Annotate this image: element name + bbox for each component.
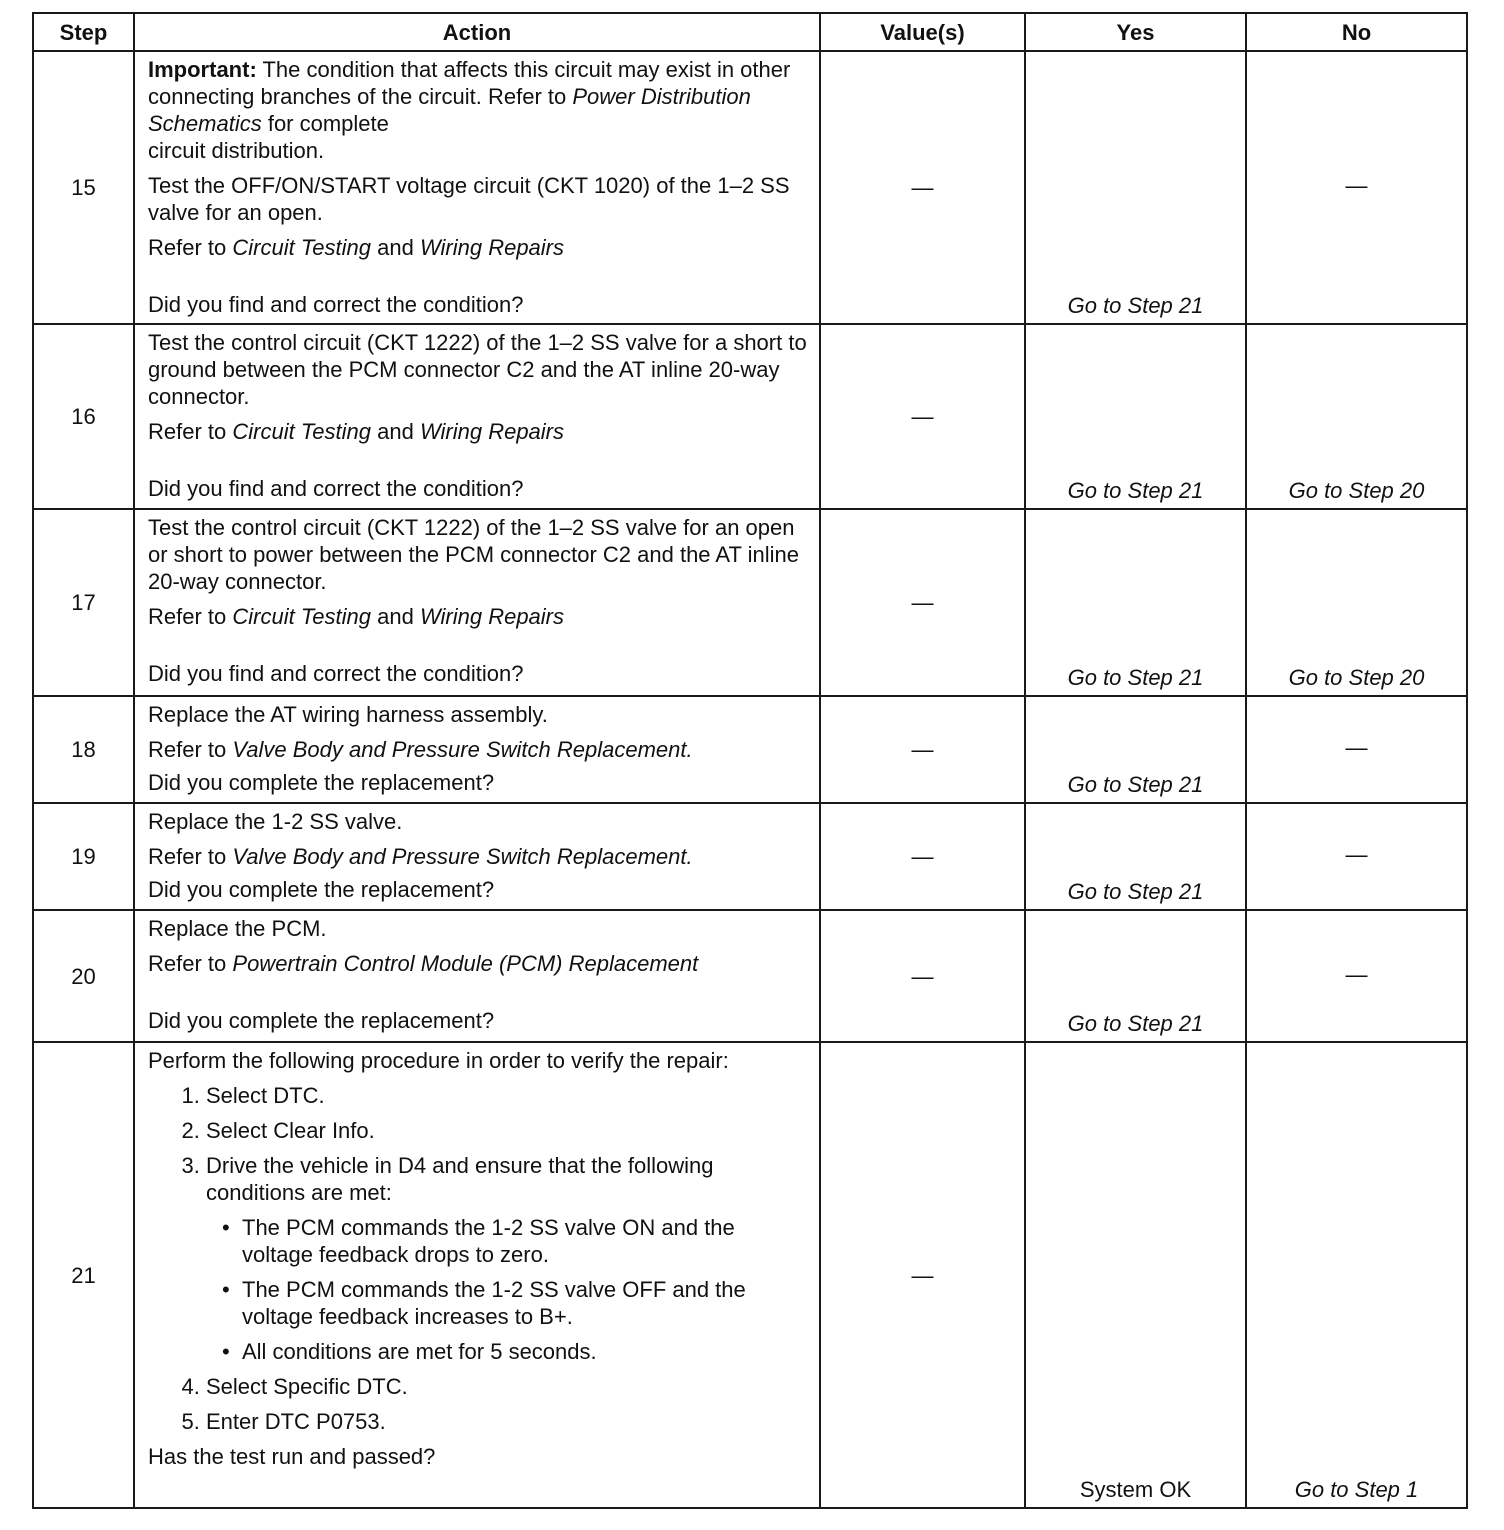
no-cell: Go to Step 1	[1246, 1042, 1467, 1508]
header-values: Value(s)	[820, 13, 1025, 51]
step-number: 20	[33, 910, 134, 1042]
yes-cell: Go to Step 21	[1025, 803, 1246, 910]
action-cell	[134, 51, 820, 324]
list-item: 5. Enter DTC P0753.	[206, 1408, 811, 1435]
question-text: Did you find and correct the condition?	[148, 292, 524, 317]
step-number: 21	[33, 1042, 134, 1508]
reference-line: Refer to Valve Body and Pressure Switch Replacement.	[148, 737, 693, 762]
question-text: Did you complete the replacement?	[148, 770, 495, 795]
question-text: Did you find and correct the condition?	[148, 661, 524, 686]
conditions-list	[206, 1214, 811, 1365]
value-cell: —	[820, 51, 1025, 324]
reference-line: Refer to Circuit Testing and Wiring Repairs	[148, 419, 565, 444]
action-text: Replace the PCM.	[148, 916, 327, 941]
diagnostic-table	[32, 12, 1468, 1509]
important-tail: for complete	[261, 111, 389, 136]
action-cell	[134, 910, 820, 1042]
reference-line: Refer to Valve Body and Pressure Switch Replacement.	[148, 844, 693, 869]
table-row-step-16	[33, 324, 1467, 509]
step-number: 19	[33, 803, 134, 910]
yes-cell: Go to Step 21	[1025, 696, 1246, 803]
table-row-step-19	[33, 803, 1467, 910]
question-text: Did you complete the replacement?	[148, 877, 495, 902]
reference-line: Refer to Powertrain Control Module (PCM) Replacement	[148, 951, 699, 976]
no-cell: —	[1246, 51, 1467, 324]
action-text: Test the control circuit (CKT 1222) of the 1–2 SS valve for an open or short to power between the PCM connector C2 and the AT inline 20-way connector.	[148, 515, 799, 594]
value-cell: —	[820, 910, 1025, 1042]
question-text: Did you complete the replacement?	[148, 1008, 495, 1033]
important-reference: Power Distribution Schematics	[148, 84, 751, 136]
important-note	[148, 56, 811, 164]
reference-line: Refer to Circuit Testing and Wiring Repairs	[148, 604, 565, 629]
step-number: 17	[33, 509, 134, 696]
reference-line: Refer to Circuit Testing and Wiring Repairs	[148, 235, 565, 260]
list-item: • The PCM commands the 1-2 SS valve OFF and the voltage feedback increases to B+.	[242, 1276, 811, 1330]
table-row-step-15	[33, 51, 1467, 324]
no-cell: —	[1246, 696, 1467, 803]
no-cell: Go to Step 20	[1246, 509, 1467, 696]
header-step: Step	[33, 13, 134, 51]
question-text: Has the test run and passed?	[148, 1444, 436, 1469]
action-text: Replace the AT wiring harness assembly.	[148, 702, 548, 727]
list-item: 2. Select Clear Info.	[206, 1117, 811, 1144]
action-text: Test the OFF/ON/START voltage circuit (CKT 1020) of the 1–2 SS valve for an open.	[148, 173, 790, 225]
list-item: 1. Select DTC.	[206, 1082, 811, 1109]
step-number: 15	[33, 51, 134, 324]
action-cell	[134, 696, 820, 803]
no-cell: —	[1246, 803, 1467, 910]
yes-cell: Go to Step 21	[1025, 51, 1246, 324]
yes-cell: Go to Step 21	[1025, 324, 1246, 509]
header-no: No	[1246, 13, 1467, 51]
step-number: 18	[33, 696, 134, 803]
value-cell: —	[820, 324, 1025, 509]
value-cell: —	[820, 509, 1025, 696]
yes-cell: Go to Step 21	[1025, 509, 1246, 696]
table-row-step-20	[33, 910, 1467, 1042]
action-cell	[134, 1042, 820, 1508]
header-row	[33, 13, 1467, 51]
list-item: • All conditions are met for 5 seconds.	[242, 1338, 811, 1365]
yes-cell: System OK	[1025, 1042, 1246, 1508]
value-cell: —	[820, 1042, 1025, 1508]
question-text: Did you find and correct the condition?	[148, 476, 524, 501]
value-cell: —	[820, 803, 1025, 910]
action-text: Perform the following procedure in order to verify the repair:	[148, 1048, 729, 1073]
list-item: 3. Drive the vehicle in D4 and ensure that the following conditions are met: • The PCM commands the 1-2 SS valve ON and the voltage feedback drops to zero. • The PCM commands the 1-2 SS valve OFF and the voltage feedback increases to B+. • All conditions are met for 5 seconds.	[206, 1152, 811, 1365]
action-text: Replace the 1-2 SS valve.	[148, 809, 403, 834]
yes-cell: Go to Step 21	[1025, 910, 1246, 1042]
header-action: Action	[134, 13, 820, 51]
action-cell	[134, 509, 820, 696]
table-row-step-18	[33, 696, 1467, 803]
list-item: • The PCM commands the 1-2 SS valve ON and the voltage feedback drops to zero.	[242, 1214, 811, 1268]
step-number: 16	[33, 324, 134, 509]
action-cell	[134, 803, 820, 910]
no-cell: Go to Step 20	[1246, 324, 1467, 509]
important-text: The condition that affects this circuit may exist in other connecting branches of the circuit. Refer to	[148, 57, 791, 109]
action-text: Test the control circuit (CKT 1222) of the 1–2 SS valve for a short to ground between the PCM connector C2 and the AT inline 20-way connector.	[148, 330, 807, 409]
important-label: Important:	[148, 57, 257, 82]
table-row-step-17	[33, 509, 1467, 696]
header-yes: Yes	[1025, 13, 1246, 51]
table-row-step-21	[33, 1042, 1467, 1508]
list-item: 4. Select Specific DTC.	[206, 1373, 811, 1400]
procedure-list	[148, 1082, 811, 1435]
action-cell	[134, 324, 820, 509]
no-cell: —	[1246, 910, 1467, 1042]
important-line-2: circuit distribution.	[148, 138, 325, 163]
value-cell: —	[820, 696, 1025, 803]
